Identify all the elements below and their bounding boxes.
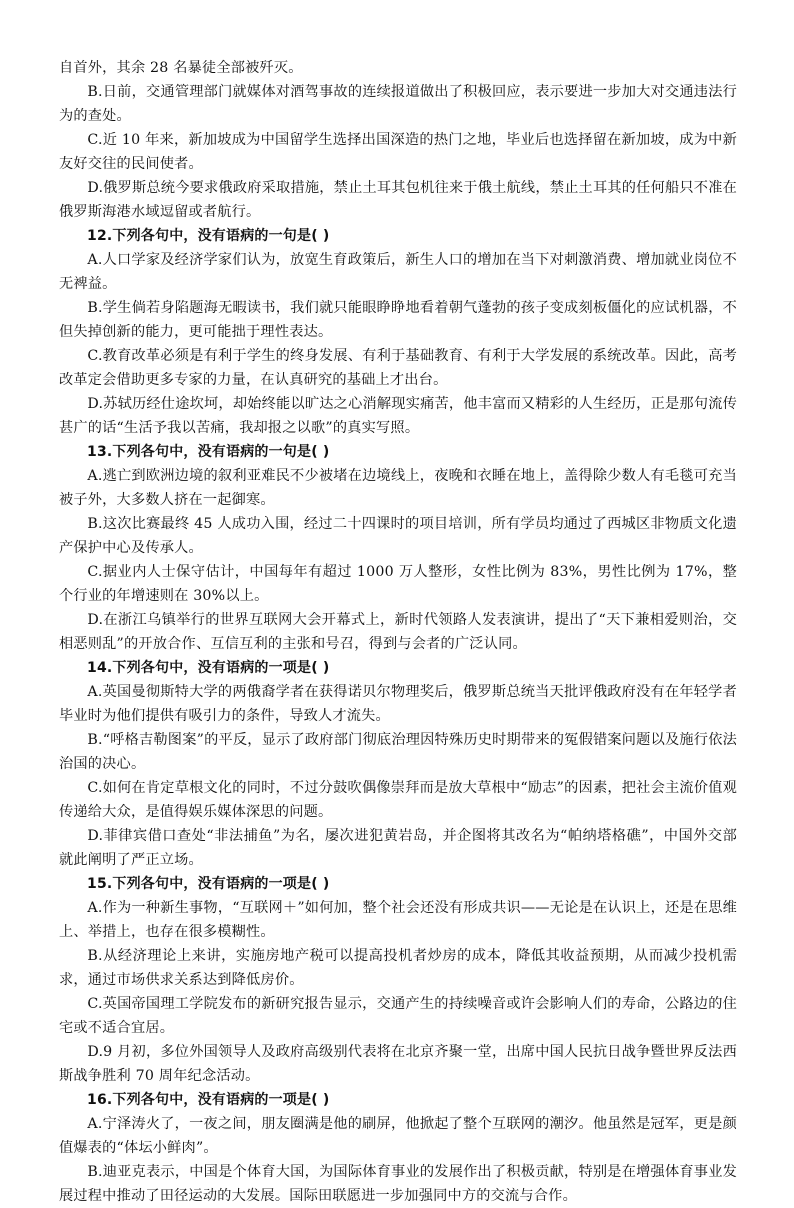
question-title: 13.下列各句中，没有语病的一句是( ) — [87, 444, 330, 460]
option-a: A.宁泽涛火了，一夜之间，朋友圈满是他的刷屏，他掀起了整个互联网的潮汐。他虽然是冠军，更是颜值爆表的“体坛小鲜肉”。 — [59, 1116, 737, 1156]
option-11-b: B.日前，交通管理部门就媒体对酒驾事故的连续报道做出了积极回应，表示要进一步加大对交通违法行为的查处。 — [59, 84, 737, 124]
option-c: C.教育改革必须是有利于学生的终身发展、有利于基础教育、有利于大学发展的系统改革。因此，高考改革定会借助更多专家的力量，在认真研究的基础上才出台。 — [59, 348, 737, 388]
option-b: B.学生倘若身陷题海无暇读书，我们就只能眼睁睁地看着朝气蓬勃的孩子变成刻板僵化的应试机器，不但失掉创新的能力，更可能拙于理性表达。 — [59, 300, 737, 340]
question-14 — [59, 656, 737, 872]
option-b: B.“呼格吉勒图案”的平反，显示了政府部门彻底治理因特殊历史时期带来的冤假错案问题以及施行依法治国的决心。 — [59, 732, 737, 772]
option-b: B.迪亚克表示，中国是个体育大国，为国际体育事业的发展作出了积极贡献，特别是在增强体育事业发展过程中推动了田径运动的大发展。国际田联愿进一步加强同中方的交流与合作。 — [59, 1164, 737, 1204]
option-a: A.逃亡到欧洲边境的叙利亚难民不少被堵在边境线上，夜晚和衣睡在地上，盖得除少数人有毛毯可充当被子外，大多数人挤在一起御寒。 — [59, 468, 737, 508]
option-c: C.如何在肯定草根文化的同时，不过分鼓吹偶像崇拜而是放大草根中“励志”的因素，把社会主流价值观传递给大众，是值得娱乐媒体深思的问题。 — [59, 780, 737, 820]
option-b: B.这次比赛最终 45 人成功入围，经过二十四课时的项目培训，所有学员均通过了西城区非物质文化遗产保护中心及传承人。 — [59, 516, 737, 556]
question-title: 12.下列各句中，没有语病的一句是( ) — [87, 228, 330, 244]
question-13 — [59, 440, 737, 656]
question-16 — [59, 1088, 737, 1208]
option-c: C.据业内人士保守估计，中国每年有超过 1000 万人整形，女性比例为 83%，男性比例为 17%，整个行业的年增速则在 30%以上。 — [59, 564, 737, 604]
option-c: C.英国帝国理工学院发布的新研究报告显示，交通产生的持续噪音或许会影响人们的寿命，公路边的住宅或不适合宜居。 — [59, 996, 737, 1036]
option-d: D.9 月初，多位外国领导人及政府高级别代表将在北京齐聚一堂，出席中国人民抗日战争暨世界反法西斯战争胜利 70 周年纪念活动。 — [59, 1044, 737, 1084]
option-a: A.人口学家及经济学家们认为，放宽生育政策后，新生人口的增加在当下对刺激消费、增加就业岗位不无裨益。 — [59, 252, 737, 292]
question-15 — [59, 872, 737, 1088]
option-a: A.英国曼彻斯特大学的两俄裔学者在获得诺贝尔物理奖后，俄罗斯总统当天批评俄政府没有在年轻学者毕业时为他们提供有吸引力的条件，导致人才流失。 — [59, 684, 737, 724]
continuation-text: 自首外，其余 28 名暴徒全部被歼灭。 — [59, 60, 303, 76]
option-11-d: D.俄罗斯总统今要求俄政府采取措施，禁止土耳其包机往来于俄土航线，禁止土耳其的任何船只不准在俄罗斯海港水域逗留或者航行。 — [59, 180, 737, 220]
option-11-c: C.近 10 年来，新加坡成为中国留学生选择出国深造的热门之地，毕业后也选择留在新加坡，成为中新友好交往的民间使者。 — [59, 132, 737, 172]
question-title: 14.下列各句中，没有语病的一项是( ) — [87, 660, 330, 676]
option-d: D.苏轼历经仕途坎坷，却始终能以旷达之心消解现实痛苦，他丰富而又精彩的人生经历，正是那句流传甚广的话“生活予我以苦痛，我却报之以歌”的真实写照。 — [59, 396, 737, 436]
option-d: D.菲律宾借口查处“非法捕鱼”为名，屡次进犯黄岩岛，并企图将其改名为“帕纳塔格礁”，中国外交部就此阐明了严正立场。 — [59, 828, 737, 868]
option-d: D.在浙江乌镇举行的世界互联网大会开幕式上，新时代领路人发表演讲，提出了“天下兼相爱则治，交相恶则乱”的开放合作、互信互利的主张和号召，得到与会者的广泛认同。 — [59, 612, 737, 652]
option-b: B.从经济理论上来讲，实施房地产税可以提高投机者炒房的成本，降低其收益预期，从而减少投机需求，通过市场供求关系达到降低房价。 — [59, 948, 737, 988]
question-title: 16.下列各句中，没有语病的一项是( ) — [87, 1092, 330, 1108]
question-12 — [59, 224, 737, 440]
option-a: A.作为一种新生事物，“互联网＋”如何加，整个社会还没有形成共识——无论是在认识上，还是在思维上、举措上，也存在很多模糊性。 — [59, 900, 737, 940]
question-title: 15.下列各句中，没有语病的一项是( ) — [87, 876, 330, 892]
document-page — [59, 56, 737, 1208]
question-11-options — [59, 80, 737, 224]
